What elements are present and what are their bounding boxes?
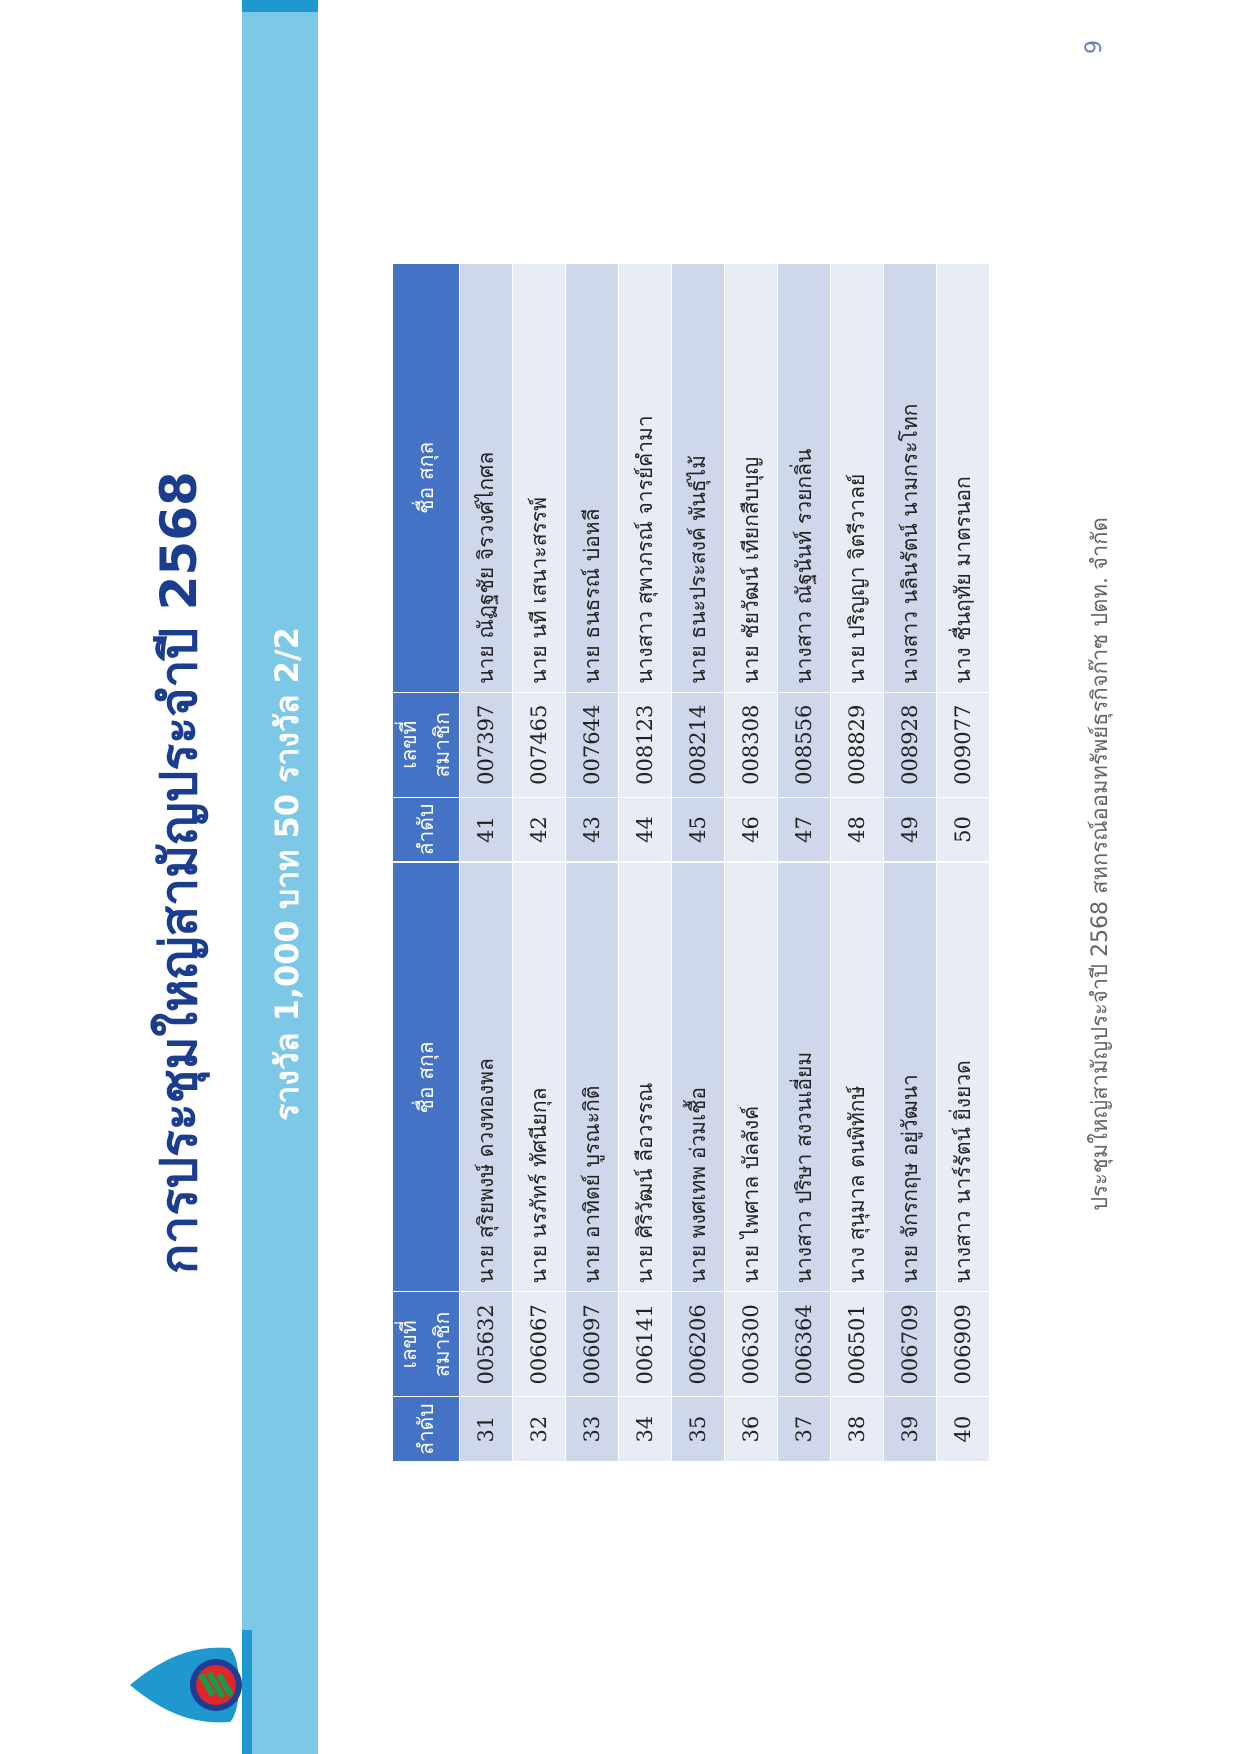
table-row	[937, 863, 990, 1462]
table-row	[460, 263, 513, 862]
cell-no: 44	[619, 797, 672, 862]
cell-member-id: 006709	[884, 1292, 937, 1397]
cell-name: นาย ธนธรณ์ บ่อหลี	[566, 263, 619, 692]
cell-no: 43	[566, 797, 619, 862]
col-header-name: ชื่อ สกุล	[393, 863, 460, 1292]
cell-no: 31	[460, 1397, 513, 1462]
cell-name: นาง สุนุมาล ตนพิทักษ์	[831, 863, 884, 1292]
cell-name: นางสาว ณัฐนันท์ รวยกลิ่น	[778, 263, 831, 692]
cell-name: นาย ธนะประสงค์ พันธุ์ไม้	[672, 263, 725, 692]
cell-name: นาย ไพศาล บัลลังค์	[725, 863, 778, 1292]
cell-member-id: 007644	[566, 692, 619, 797]
winners-table-wrapper	[392, 263, 990, 1462]
cell-name: นาย ณัฏฐชัย จิรวงศ์ไกศล	[460, 263, 513, 692]
table-row	[725, 263, 778, 862]
cell-no: 48	[831, 797, 884, 862]
table-row	[778, 263, 831, 862]
col-header-member-id: เลขที่สมาชิก	[393, 692, 460, 797]
cell-member-id: 006364	[778, 1292, 831, 1397]
cell-member-id: 006300	[725, 1292, 778, 1397]
cell-name: นาย ศิริวัฒน์ ลือวรรณ	[619, 863, 672, 1292]
cell-name: นาย ปริญญา จิตรีวาลย์	[831, 263, 884, 692]
cell-no: 50	[937, 797, 990, 862]
cell-no: 45	[672, 797, 725, 862]
cell-name: นางสาว นลินรัตน์ นามกระโทก	[884, 263, 937, 692]
cell-no: 49	[884, 797, 937, 862]
table-row	[460, 863, 513, 1462]
cell-no: 36	[725, 1397, 778, 1462]
cell-no: 32	[513, 1397, 566, 1462]
cell-name: นาย นรภัทร์ ทัศนียกุล	[513, 863, 566, 1292]
col-header-name: ชื่อ สกุล	[393, 263, 460, 692]
cell-member-id: 006206	[672, 1292, 725, 1397]
cell-no: 37	[778, 1397, 831, 1462]
cell-no: 35	[672, 1397, 725, 1462]
cell-no: 33	[566, 1397, 619, 1462]
table-row	[937, 263, 990, 862]
cell-member-id: 009077	[937, 692, 990, 797]
cell-name: นางสาว สุพาภรณ์ จารย์คำมา	[619, 263, 672, 692]
cell-no: 34	[619, 1397, 672, 1462]
cell-no: 42	[513, 797, 566, 862]
cell-no: 38	[831, 1397, 884, 1462]
table-row	[778, 863, 831, 1462]
cell-no: 46	[725, 797, 778, 862]
footer-text: ประชุมใหญ่สามัญประจำปี 2568 สหกรณ์ออมทรัพย์ธุรกิจก๊าซ ปตท. จำกัด	[1088, 517, 1113, 1211]
cell-member-id: 005632	[460, 1292, 513, 1397]
winners-table-right	[392, 263, 990, 863]
table-body-left	[460, 863, 990, 1462]
table-row	[566, 863, 619, 1462]
table-row	[884, 263, 937, 862]
table-body-right	[460, 263, 990, 862]
table-row	[831, 863, 884, 1462]
cell-member-id: 007465	[513, 692, 566, 797]
table-row	[513, 263, 566, 862]
table-row	[619, 263, 672, 862]
table-row	[619, 863, 672, 1462]
cell-member-id: 008829	[831, 692, 884, 797]
cell-name: นาย สุริยพงษ์ ดวงทองพล	[460, 863, 513, 1292]
cell-member-id: 008214	[672, 692, 725, 797]
cell-no: 47	[778, 797, 831, 862]
cell-no: 39	[884, 1397, 937, 1462]
table-row	[884, 863, 937, 1462]
col-header-member-id: เลขที่สมาชิก	[393, 1292, 460, 1397]
cell-member-id: 008308	[725, 692, 778, 797]
cell-member-id: 006141	[619, 1292, 672, 1397]
cell-no: 40	[937, 1397, 990, 1462]
page-subtitle: รางวัล 1,000 บาท 50 รางวัล 2/2	[268, 627, 306, 1121]
col-header-no: ลำดับ	[393, 797, 460, 862]
cell-member-id: 008928	[884, 692, 937, 797]
cell-no: 41	[460, 797, 513, 862]
cell-name: นาง ชื่นฤทัย มาตรนอก	[937, 263, 990, 692]
cell-name: นางสาว ปริษา สงวนเอี่ยม	[778, 863, 831, 1292]
table-row	[672, 863, 725, 1462]
cell-name: นาย อาทิตย์ บูรณะกิติ	[566, 863, 619, 1292]
table-row	[725, 863, 778, 1462]
cell-name: นาย จักรกฤษ อยู่วัฒนา	[884, 863, 937, 1292]
page-title: การประชุมใหญ่สามัญประจำปี 2568	[150, 471, 208, 1274]
cell-member-id: 007397	[460, 692, 513, 797]
page-number: 9	[1082, 40, 1107, 54]
cell-name: นางสาว นาร์รัตน์ ยิ่งยวด	[937, 863, 990, 1292]
table-row	[513, 863, 566, 1462]
cell-name: นาย พงศเทพ อ่วมเชื้อ	[672, 863, 725, 1292]
col-header-no: ลำดับ	[393, 1397, 460, 1462]
cell-member-id: 006097	[566, 1292, 619, 1397]
table-row	[566, 263, 619, 862]
table-row	[672, 263, 725, 862]
cell-name: นาย ชัยวัฒน์ เทียกสืบบุญ	[725, 263, 778, 692]
winners-table-left	[392, 862, 990, 1462]
cell-member-id: 006067	[513, 1292, 566, 1397]
cell-member-id: 006501	[831, 1292, 884, 1397]
cell-member-id: 008123	[619, 692, 672, 797]
cell-member-id: 006909	[937, 1292, 990, 1397]
table-row	[831, 263, 884, 862]
cell-name: นาย นที เสนาะสรรพ์	[513, 263, 566, 692]
cell-member-id: 008556	[778, 692, 831, 797]
